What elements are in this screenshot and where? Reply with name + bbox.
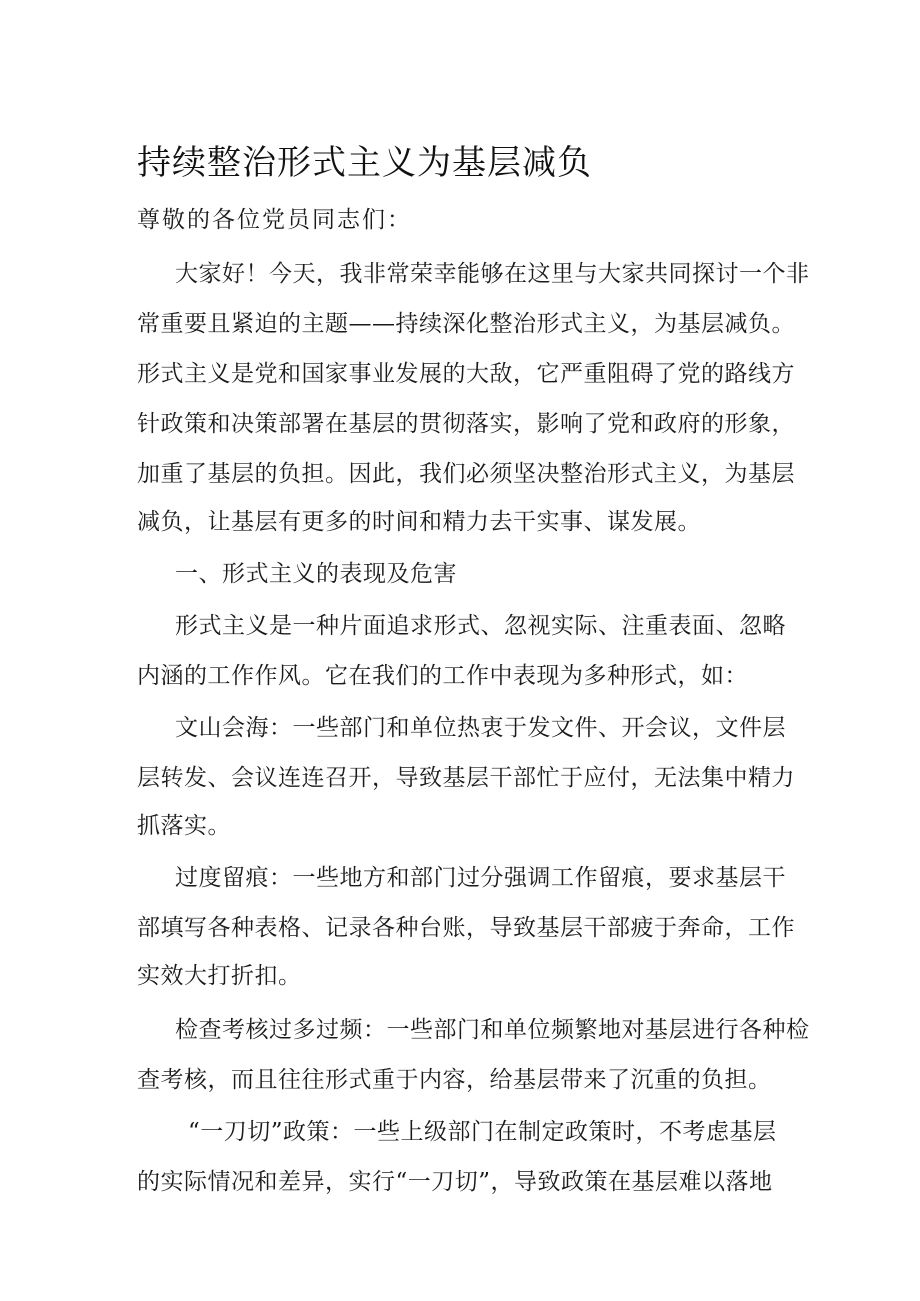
paragraph-line: “一刀切”政策：一些上级部门在制定政策时，不考虑基层 — [188, 1119, 777, 1145]
paragraph-line: 形式主义是党和国家事业发展的大敌，它严重阻碍了党的路线方 — [137, 361, 795, 387]
paragraph-line: 内涵的工作作风。它在我们的工作中表现为多种形式，如： — [137, 663, 748, 689]
paragraph-line: 减负，让基层有更多的时间和精力去干实事、谋发展。 — [137, 509, 701, 535]
paragraph-line: 针政策和决策部署在基层的贯彻落实，影响了党和政府的形象， — [137, 411, 795, 437]
paragraph-line: 抓落实。 — [137, 813, 231, 839]
salutation: 尊敬的各位党员同志们： — [137, 207, 412, 233]
section-heading: 一、形式主义的表现及危害 — [175, 561, 457, 587]
paragraph-line: 部填写各种表格、记录各种台账，导致基层干部疲于奔命，工作 — [137, 915, 795, 941]
paragraph-line: 加重了基层的负担。因此，我们必须坚决整治形式主义，为基层 — [137, 461, 795, 487]
paragraph-line: 文山会海：一些部门和单位热衷于发文件、开会议，文件层 — [175, 715, 786, 741]
document-title: 持续整治形式主义为基层减负 — [137, 143, 592, 183]
paragraph-line: 的实际情况和差异，实行“一刀切”，导致政策在基层难以落地 — [137, 1169, 773, 1195]
paragraph-line: 层转发、会议连连召开，导致基层干部忙于应付，无法集中精力 — [137, 765, 795, 791]
paragraph-line: 检查考核过多过频：一些部门和单位频繁地对基层进行各种检 — [175, 1017, 810, 1043]
paragraph-line: 查考核，而且往往形式重于内容，给基层带来了沉重的负担。 — [137, 1067, 772, 1093]
paragraph-line: 大家好！今天，我非常荣幸能够在这里与大家共同探讨一个非 — [175, 261, 810, 287]
paragraph-line: 形式主义是一种片面追求形式、忽视实际、注重表面、忽略 — [175, 613, 786, 639]
paragraph-line: 实效大打折扣。 — [137, 963, 302, 989]
paragraph-line: 过度留痕：一些地方和部门过分强调工作留痕，要求基层干 — [175, 865, 786, 891]
paragraph-line: 常重要且紧迫的主题——持续深化整治形式主义，为基层减负。 — [137, 311, 795, 337]
